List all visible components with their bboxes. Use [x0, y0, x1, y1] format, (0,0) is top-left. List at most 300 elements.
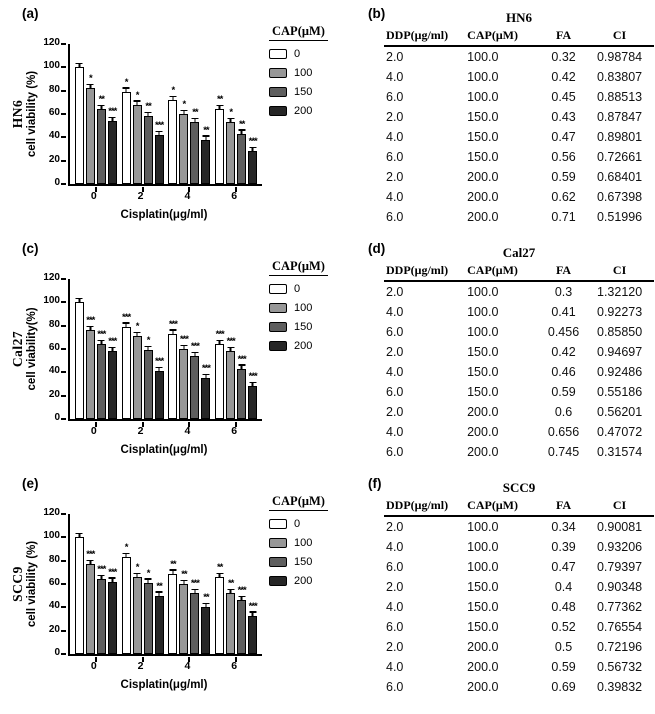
y-tick — [61, 606, 66, 608]
y-tick — [61, 160, 66, 162]
table-row — [384, 147, 654, 167]
bar — [75, 44, 84, 184]
error-bar — [169, 96, 176, 102]
error-bar — [216, 340, 223, 346]
legend-swatch — [269, 68, 287, 78]
significance-label: *** — [86, 315, 95, 327]
x-tick-label: 0 — [90, 425, 97, 437]
bar — [108, 279, 117, 419]
table-row — [384, 107, 654, 127]
table-cell: 0.56732 — [596, 660, 643, 674]
significance-label: ** — [192, 107, 198, 119]
x-tick-label: 4 — [184, 190, 191, 202]
y-tick-label: 80 — [48, 553, 60, 565]
bar-group — [168, 279, 210, 419]
y-axis-label: cell viability (%) — [26, 70, 38, 158]
table-cell: 4.0 — [386, 305, 404, 319]
legend-swatch — [269, 519, 287, 529]
significance-label: *** — [179, 334, 188, 345]
bar — [248, 514, 257, 654]
table-cell: 4.0 — [386, 130, 404, 144]
table-cell: 100.0 — [467, 560, 499, 574]
table-cell: 4.0 — [386, 365, 404, 379]
bar — [86, 514, 95, 654]
error-bar — [156, 131, 163, 137]
significance-label: *** — [108, 106, 117, 117]
table-cell: 0.46 — [551, 365, 576, 379]
error-bar — [156, 367, 163, 373]
error-bar — [216, 105, 223, 111]
table-cell: 0.77362 — [596, 600, 643, 614]
synergy-table-cal27 — [384, 245, 654, 462]
bar — [190, 279, 199, 419]
table-row — [384, 167, 654, 187]
x-tick-label: 2 — [137, 660, 144, 672]
significance-label: *** — [168, 318, 177, 330]
column-header: CAP(μM) — [465, 262, 542, 281]
bar-group — [215, 44, 257, 184]
figure-row-3 — [0, 470, 655, 714]
table-cell: 0.47072 — [597, 425, 643, 439]
y-tick — [61, 513, 66, 515]
y-tick — [61, 536, 66, 538]
y-tick-label: 40 — [48, 365, 60, 377]
table-header-row — [384, 262, 654, 281]
bar — [97, 279, 106, 419]
table-cell: 0.59 — [551, 660, 576, 674]
table-row — [384, 322, 654, 342]
legend-label: 200 — [294, 575, 313, 587]
significance-label: ** — [170, 558, 176, 570]
table-cell: 0.32 — [551, 50, 576, 64]
x-tick-label: 4 — [184, 425, 191, 437]
bar — [75, 514, 84, 654]
significance-label: *** — [108, 336, 117, 348]
table-cell: 0.34 — [551, 520, 576, 534]
panel-b — [330, 0, 655, 235]
error-bar — [123, 322, 130, 328]
y-tick-label: 60 — [48, 577, 60, 588]
error-bar — [156, 591, 163, 597]
table-cell: 6.0 — [386, 325, 404, 339]
column-header: CI — [585, 27, 654, 46]
legend-item — [269, 67, 328, 79]
table-cell: 4.0 — [386, 600, 404, 614]
significance-label: * — [229, 107, 233, 119]
table-row — [384, 342, 654, 362]
significance-label: *** — [226, 336, 235, 348]
bar — [108, 44, 117, 184]
table-cell: 0.3 — [554, 285, 573, 299]
bar — [133, 514, 142, 654]
error-bar — [238, 364, 245, 370]
table-row — [384, 187, 654, 207]
table-cell: 0.47 — [551, 130, 576, 144]
table-cell: 0.4 — [554, 580, 573, 594]
bar — [201, 514, 210, 654]
y-tick-label: 60 — [48, 107, 60, 118]
table-cell: 0.59 — [551, 385, 576, 399]
error-bar — [145, 346, 152, 352]
table-cell: 0.68401 — [596, 170, 643, 184]
bar — [215, 514, 224, 654]
legend-item — [269, 302, 328, 314]
table-cell: 4.0 — [386, 425, 404, 439]
error-bar — [87, 84, 94, 90]
figure-row-1 — [0, 0, 655, 235]
bar — [190, 44, 199, 184]
table-row — [384, 677, 654, 697]
legend-title: CAP(μM) — [269, 259, 328, 276]
table-cell: 4.0 — [386, 190, 404, 204]
table-title: SCC9 — [502, 480, 536, 495]
legend-item — [269, 340, 328, 352]
table-cell: 0.51996 — [596, 210, 643, 224]
y-tick — [61, 630, 66, 632]
legend-swatch — [269, 87, 287, 97]
y-tick — [61, 371, 66, 373]
column-header: DDP(μg/ml) — [384, 497, 465, 516]
error-bar — [238, 596, 245, 602]
table-cell: 0.76554 — [596, 620, 643, 634]
y-tick-label: 60 — [48, 342, 60, 353]
y-tick-label: 20 — [48, 388, 60, 400]
significance-label: *** — [215, 329, 224, 341]
significance-label: ** — [203, 592, 209, 604]
table-row — [384, 281, 654, 302]
panel-label-a: (a) — [22, 6, 39, 21]
significance-label: *** — [190, 578, 199, 590]
legend-label: 150 — [294, 321, 313, 333]
error-bar — [180, 580, 187, 586]
table-cell: 200.0 — [467, 445, 499, 459]
table-row — [384, 87, 654, 107]
y-tick — [61, 136, 66, 138]
table-cell: 6.0 — [386, 385, 404, 399]
table-cell: 6.0 — [386, 210, 404, 224]
table-cell: 200.0 — [467, 640, 499, 654]
y-tick-label: 0 — [54, 412, 60, 423]
error-bar — [191, 589, 198, 595]
table-cell: 0.56 — [551, 150, 576, 164]
significance-label: * — [135, 562, 139, 573]
bar — [75, 279, 84, 419]
table-cell: 0.42 — [551, 345, 576, 359]
bar — [168, 44, 177, 184]
plot-area — [68, 279, 262, 421]
bar — [97, 514, 106, 654]
error-bar — [216, 573, 223, 579]
panel-d — [330, 235, 655, 470]
table-row — [384, 302, 654, 322]
table-cell: 2.0 — [386, 520, 404, 534]
significance-label: ** — [227, 578, 234, 590]
table-cell: 0.5 — [554, 640, 573, 654]
bar — [168, 514, 177, 654]
table-cell: 0.6 — [554, 405, 573, 419]
legend — [269, 492, 328, 587]
x-axis-title: Cisplatin(μg/ml) — [120, 209, 208, 221]
bar — [248, 279, 257, 419]
legend-item — [269, 48, 328, 60]
legend-item — [269, 321, 328, 333]
bar — [144, 514, 153, 654]
table-cell: 100.0 — [467, 50, 499, 64]
table-cell: 0.79397 — [596, 560, 643, 574]
cell-line-label: SCC9 — [10, 566, 25, 602]
table-row — [384, 422, 654, 442]
table-cell: 6.0 — [386, 150, 404, 164]
synergy-table-hn6 — [384, 10, 654, 227]
error-bar — [109, 117, 116, 123]
table-cell: 0.62 — [551, 190, 576, 204]
bar — [179, 514, 188, 654]
legend-swatch — [269, 49, 287, 59]
legend-item — [269, 518, 328, 530]
y-tick — [61, 653, 66, 655]
table-cell: 0.41 — [551, 305, 576, 319]
bar — [215, 44, 224, 184]
table-cell: 150.0 — [467, 365, 499, 379]
bar — [86, 279, 95, 419]
bar-chart-hn6 — [0, 0, 330, 235]
column-header: CI — [585, 497, 654, 516]
table-row — [384, 557, 654, 577]
bar-group — [168, 44, 210, 184]
legend-title: CAP(μM) — [269, 494, 328, 511]
table-cell: 0.89801 — [596, 130, 643, 144]
panel-label-b: (b) — [368, 6, 386, 21]
y-tick — [61, 43, 66, 45]
table-cell: 4.0 — [386, 660, 404, 674]
legend — [269, 257, 328, 352]
table-cell: 0.52 — [551, 620, 576, 634]
panel-f — [330, 470, 655, 714]
significance-label: ** — [216, 94, 223, 106]
table-cell: 0.42 — [551, 70, 576, 84]
table-row — [384, 617, 654, 637]
error-bar — [202, 135, 209, 141]
y-tick-label: 40 — [48, 130, 60, 142]
legend-item — [269, 105, 328, 117]
legend-item — [269, 556, 328, 568]
table-cell: 100.0 — [467, 325, 499, 339]
legend-label: 200 — [294, 105, 313, 117]
table-cell: 0.87847 — [596, 110, 643, 124]
table-header-row — [384, 27, 654, 46]
table-cell: 150.0 — [467, 345, 499, 359]
x-tick-label: 6 — [231, 425, 238, 437]
x-tick-label: 2 — [137, 425, 144, 437]
y-tick-label: 120 — [43, 507, 60, 518]
table-cell: 0.71 — [551, 210, 576, 224]
table-cell: 0.39832 — [596, 680, 643, 694]
x-tick-label: 6 — [231, 190, 238, 202]
y-tick-label: 100 — [43, 530, 60, 542]
significance-label: * — [135, 321, 139, 333]
bar — [133, 279, 142, 419]
bar — [122, 44, 131, 184]
significance-label: *** — [190, 341, 199, 352]
bar — [144, 279, 153, 419]
bar — [97, 44, 106, 184]
table-cell: 0.456 — [547, 325, 580, 339]
legend — [269, 22, 328, 117]
cell-line-label: Cal27 — [10, 330, 25, 368]
table-row — [384, 537, 654, 557]
error-bar — [98, 340, 105, 346]
bar-group — [122, 279, 164, 419]
significance-label: *** — [155, 356, 164, 368]
table-cell: 200.0 — [467, 210, 499, 224]
legend-label: 0 — [294, 48, 301, 60]
data-table — [384, 497, 654, 697]
error-bar — [249, 147, 256, 153]
table-cell: 0.90081 — [596, 520, 643, 534]
table-cell: 0.656 — [547, 425, 580, 439]
x-tick-label: 4 — [184, 660, 191, 672]
table-cell: 6.0 — [386, 560, 404, 574]
y-axis-label: cell viability(%) — [26, 307, 38, 391]
table-cell: 0.48 — [551, 600, 576, 614]
column-header: DDP(μg/ml) — [384, 262, 465, 281]
bar — [168, 279, 177, 419]
table-cell: 100.0 — [467, 90, 499, 104]
column-header: CAP(μM) — [465, 27, 542, 46]
table-cell: 0.85850 — [597, 325, 643, 339]
significance-label: ** — [145, 101, 151, 113]
bar-group — [75, 44, 117, 184]
y-tick-label: 0 — [54, 177, 60, 188]
significance-label: *** — [97, 564, 106, 576]
error-bar — [191, 118, 198, 124]
table-cell: 6.0 — [386, 445, 404, 459]
bar — [201, 44, 210, 184]
legend-label: 0 — [294, 283, 301, 295]
legend-title: CAP(μM) — [269, 24, 328, 41]
table-cell: 2.0 — [386, 50, 404, 64]
table-row — [384, 516, 654, 537]
x-axis-title: Cisplatin(μg/ml) — [120, 679, 208, 691]
significance-label: * — [124, 542, 128, 554]
table-cell: 1.32120 — [597, 285, 643, 299]
table-cell: 150.0 — [467, 110, 499, 124]
error-bar — [249, 611, 256, 617]
bar — [237, 44, 246, 184]
error-bar — [76, 533, 83, 539]
table-cell: 2.0 — [386, 640, 404, 654]
synergy-table-scc9 — [384, 480, 654, 697]
panel-a — [0, 0, 330, 235]
table-cell: 150.0 — [467, 130, 499, 144]
table-header-row — [384, 497, 654, 516]
y-tick — [61, 325, 66, 327]
significance-label: ** — [203, 124, 209, 136]
bar — [201, 279, 210, 419]
error-bar — [227, 589, 234, 595]
bar — [133, 44, 142, 184]
bar-chart-scc9 — [0, 470, 330, 714]
table-cell: 0.88513 — [596, 90, 643, 104]
bar — [226, 279, 235, 419]
y-tick — [61, 301, 66, 303]
table-cell: 0.39 — [551, 540, 576, 554]
table-row — [384, 46, 654, 67]
significance-label: ** — [181, 569, 187, 580]
table-cell: 100.0 — [467, 540, 499, 554]
legend-swatch — [269, 322, 287, 332]
table-cell: 100.0 — [467, 285, 499, 299]
significance-label: ** — [98, 94, 104, 106]
table-row — [384, 67, 654, 87]
table-cell: 2.0 — [386, 170, 404, 184]
table-cell: 200.0 — [467, 680, 499, 694]
significance-label: ** — [156, 580, 162, 592]
panel-label-d: (d) — [368, 241, 386, 256]
table-row — [384, 657, 654, 677]
table-cell: 0.93206 — [596, 540, 643, 554]
table-row — [384, 577, 654, 597]
figure-row-2 — [0, 235, 655, 470]
table-cell: 150.0 — [467, 150, 499, 164]
table-cell: 0.83807 — [596, 70, 643, 84]
y-tick-label: 100 — [43, 60, 60, 72]
table-cell: 150.0 — [467, 600, 499, 614]
legend-label: 100 — [294, 302, 313, 314]
bar-group — [122, 44, 164, 184]
error-bar — [202, 374, 209, 380]
significance-label: * — [182, 99, 186, 110]
table-cell: 0.92273 — [597, 305, 643, 319]
significance-label: *** — [97, 329, 106, 341]
significance-label: *** — [237, 585, 246, 597]
legend-item — [269, 537, 328, 549]
table-row — [384, 127, 654, 147]
panel-c — [0, 235, 330, 470]
legend-label: 200 — [294, 340, 313, 352]
table-cell: 150.0 — [467, 385, 499, 399]
legend-label: 150 — [294, 556, 313, 568]
bar — [215, 279, 224, 419]
significance-label: * — [135, 89, 139, 101]
error-bar — [191, 352, 198, 358]
table-cell: 0.94697 — [597, 345, 643, 359]
bar — [122, 279, 131, 419]
table-cell: 0.59 — [551, 170, 576, 184]
column-header: FA — [542, 27, 585, 46]
error-bar — [249, 382, 256, 388]
significance-label: * — [124, 76, 128, 88]
table-cell: 2.0 — [386, 345, 404, 359]
column-header: FA — [542, 262, 585, 281]
x-tick-label: 0 — [90, 190, 97, 202]
legend-swatch — [269, 557, 287, 567]
table-cell: 0.90348 — [596, 580, 643, 594]
significance-label: *** — [155, 120, 164, 131]
y-tick-label: 20 — [48, 153, 60, 165]
table-cell: 6.0 — [386, 680, 404, 694]
error-bar — [123, 87, 130, 93]
bar — [108, 514, 117, 654]
error-bar — [134, 100, 141, 106]
bar — [190, 514, 199, 654]
bar — [226, 514, 235, 654]
table-cell: 0.745 — [547, 445, 580, 459]
table-cell: 0.56201 — [597, 405, 643, 419]
significance-label: *** — [248, 371, 257, 383]
error-bar — [123, 553, 130, 559]
table-cell: 0.72196 — [596, 640, 643, 654]
